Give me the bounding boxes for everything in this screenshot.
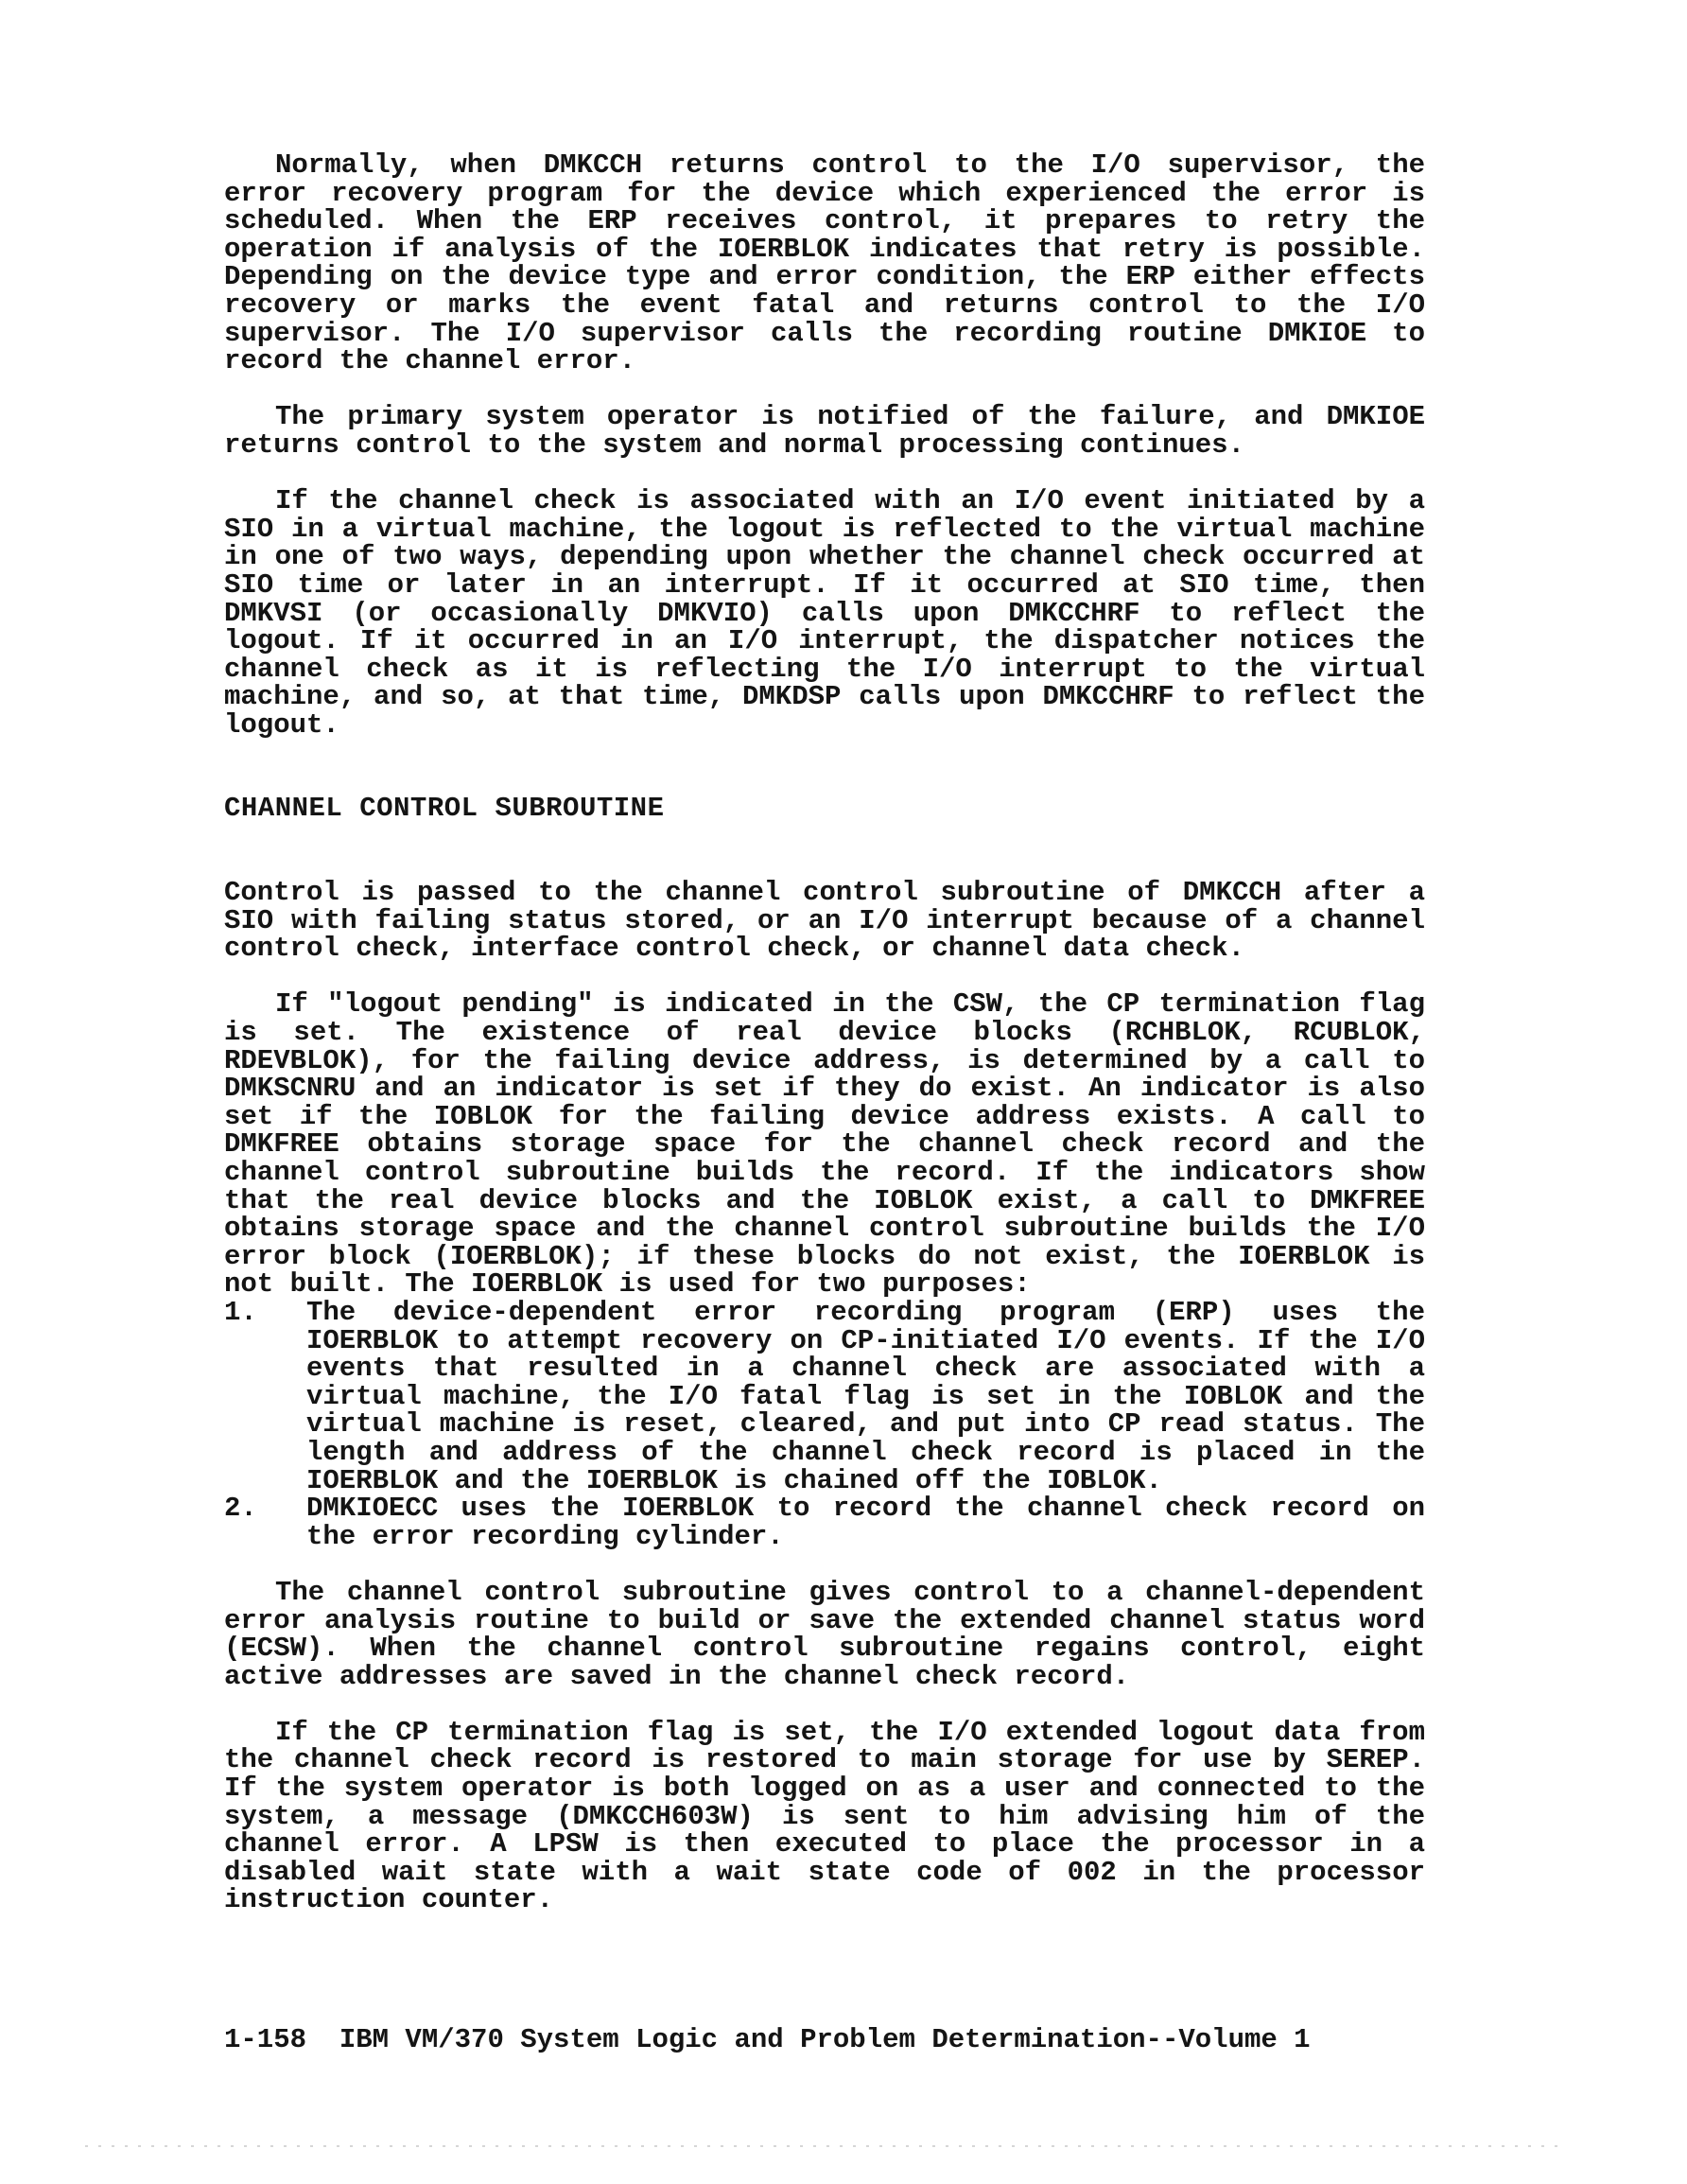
page-footer: 1-158 IBM VM/370 System Logic and Problem Determination--Volume 1 — [224, 2024, 1311, 2055]
list-item — [224, 1494, 1425, 1550]
document-page — [224, 151, 1425, 1914]
list-number: 2. — [224, 1493, 257, 1525]
list-number: 1. — [224, 1296, 257, 1328]
paragraph-erp-recovery: Normally, when DMKCCH returns control to the I/O supervisor, the error recovery program for the device which experienced the error is scheduled. When the ERP receives control, it prepares to retry the operation if analysis of the IOERBLOK indicates that retry is possible. Depending on the device type and error condition, the ERP either effects recovery or marks the event fatal and returns control to the I/O supervisor. The I/O supervisor calls the recording routine DMKIOE to record the channel error. — [224, 149, 1425, 377]
paragraph-ecsw: The channel control subroutine gives control to a channel-dependent error analysis routine to build or save the extended channel status word (ECSW). When the channel control subroutine regains control, eight active addresses are saved in the channel check record. — [224, 1576, 1425, 1692]
list-text: The device-dependent error recording program (ERP) uses the IOERBLOK to attempt recovery on CP-initiated I/O events. If the I/O events that resulted in a channel check are associated with a virtual machine, the I/O fatal flag is set in the IOBLOK and the virtual machine is reset, cleared, and put into CP read status. The length and address of the channel check record is placed in the IOERBLOK and the IOERBLOK is chained off the IOBLOK. — [306, 1296, 1425, 1496]
paragraph-section-intro: Control is passed to the channel control subroutine of DMKCCH after a SIO with failing status stored, or an I/O interrupt because of a channel control check, interface control check, or channel data check. — [224, 877, 1425, 965]
paragraph-operator-notified: The primary system operator is notified of the failure, and DMKIOE returns control to the system and normal processing continues. — [224, 401, 1425, 461]
list-text: DMKIOECC uses the IOERBLOK to record the channel check record on the error recording cylinder. — [306, 1493, 1425, 1552]
scan-artifact-line — [85, 2145, 1560, 2147]
paragraph-cp-termination: If the CP termination flag is set, the I/O extended logout data from the channel check record is restored to main storage for use by SEREP. If the system operator is both logged on as a user and connected to the system, a message (DMKCCH603W) is sent to him advising him of the channel error. A LPSW is then executed to place the processor in a disabled wait state with a wait state code of 002 in the processor instruction counter. — [224, 1716, 1425, 1916]
list-item — [224, 1296, 1425, 1496]
section-heading: CHANNEL CONTROL SUBROUTINE — [224, 793, 665, 825]
paragraph-logout-pending: If "logout pending" is indicated in the CSW, the CP termination flag is set. The existence of real device blocks (RCHBLOK, RCUBLOK, RDEVBLOK), for the failing device address, is determined by a call to DMKSCNRU and an indicator is set if they do exist. An indicator is also set if the IOBLOK for the failing device address exists. A call to DMKFREE obtains storage space for the channel check record and the channel control subroutine builds the record. If the indicators show that the real device blocks and the IOBLOK exist, a call to DMKFREE obtains storage space and the channel control subroutine builds the I/O error block (IOERBLOK); if these blocks do not exist, the IOERBLOK is not built. The IOERBLOK is used for two purposes: — [224, 988, 1425, 1301]
paragraph-virtual-machine-logout: If the channel check is associated with an I/O event initiated by a SIO in a virtual machine, the logout is reflected to the virtual machine in one of two ways, depending upon whether the channel check occurred at SIO time or later in an interrupt. If it occurred at SIO time, then DMKVSI (or occasionally DMKVIO) calls upon DMKCCHRF to reflect the logout. If it occurred in an I/O interrupt, the dispatcher notices the channel check as it is reflecting the I/O interrupt to the virtual machine, and so, at that time, DMKDSP calls upon DMKCCHRF to reflect the logout. — [224, 485, 1425, 741]
